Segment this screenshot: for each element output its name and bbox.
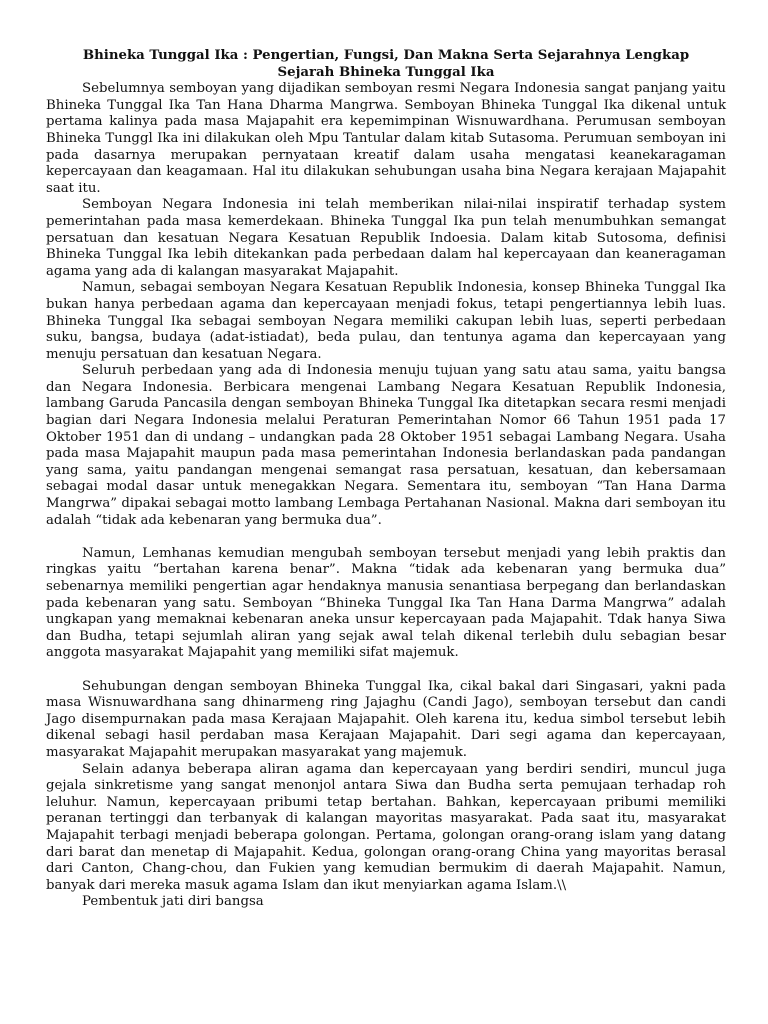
paragraph-6: Sehubungan dengan semboyan Bhineka Tunggal Ika, cikal bakal dari Singasari, yakni pada masa Wisnuwardhana sang dhinarmeng ring Jajaghu (Candi Jago), semboyan tersebut dan candi Jago disempurnakan pada masa Kerajaan Majapahit. Oleh karena itu, kedua simbol tersebut lebih dikenal sebagi hasil perdaban masa Kerajaan Majapahit. Dari segi agama dan kepercayaan, masyarakat Majapahit merupakan masyarakat yang majemuk. — [46, 678, 726, 760]
paragraph-1: Sebelumnya semboyan yang dijadikan semboyan resmi Negara Indonesia sangat panjang yaitu Bhineka Tunggal Ika Tan Hana Dharma Mangrwa. Semboyan Bhineka Tunggal Ika dikenal untuk pertama kalinya pada masa Majapahit era kepemimpinan Wisnuwardhana. Perumusan semboyan Bhineka Tunggl Ika ini dilakukan oleh Mpu Tantular dalam kitab Sutasoma. Perumuan semboyan ini pada dasarnya merupakan pernyataan kreatif dalam usaha mengatasi keanekaragaman kepercayaan dan keagamaan. Hal itu dilakukan sehubungan usaha bina Negara kerajaan Majapahit saat itu. — [46, 81, 726, 196]
paragraph-8: Pembentuk jati diri bangsa — [82, 894, 264, 910]
paragraph-2: Semboyan Negara Indonesia ini telah memberikan nilai-nilai inspiratif terhadap system pemerintahan pada masa kemerdekaan. Bhineka Tunggal Ika pun telah menumbuhkan semangat persatuan dan kesatuan Negara Kesatuan Republik Indoesia. Dalam kitab Sutosoma, definisi Bhineka Tunggal Ika lebih ditekankan pada perbedaan dalam hal kepercayaan dan keaneragaman agama yang ada di kalangan masyarakat Majapahit. — [46, 197, 726, 279]
paragraph-5: Namun, Lemhanas kemudian mengubah semboyan tersebut menjadi yang lebih praktis dan ringkas yaitu “bertahan karena benar”. Makna “tidak ada kebenaran yang bermuka dua” sebenarnya memiliki pengertian agar hendaknya manusia senantiasa berpegang dan berlandaskan pada kebenaran yang satu. Semboyan “Bhineka Tunggal Ika Tan Hana Darma Mangrwa” adalah ungkapan yang memaknai kebenaran aneka unsur kepercayaan pada Majapahit. Tdak hanya Siwa dan Budha, tetapi sejumlah aliran yang sejak awal telah dikenal terlebih dulu sebagian besar anggota masyarakat Majapahit yang memiliki sifat majemuk. — [46, 545, 726, 661]
document-title: Bhineka Tunggal Ika : Pengertian, Fungsi, Dan Makna Serta Sejarahnya Lengkap — [82, 48, 690, 63]
section-heading: Sejarah Bhineka Tunggal Ika — [277, 64, 495, 80]
paragraph-3: Namun, sebagai semboyan Negara Kesatuan Republik Indonesia, konsep Bhineka Tunggal Ika bukan hanya perbedaan agama dan kepercayaan menjadi fokus, tetapi pengertiannya lebih luas. Bhineka Tunggal Ika sebagai semboyan Negara memiliki cakupan lebih luas, seperti perbedaan suku, bangsa, budaya (adat-istiadat), beda pulau, dan tentunya agama dan kepercayaan yang menuju persatuan dan kesatuan Negara. — [46, 280, 726, 362]
paragraph-4: Seluruh perbedaan yang ada di Indonesia menuju tujuan yang satu atau sama, yaitu bangsa dan Negara Indonesia. Berbicara mengenai Lambang Negara Kesatuan Republik Indonesia, lambang Garuda Pancasila dengan semboyan Bhineka Tunggal Ika ditetapkan secara resmi menjadi bagian dari Negara Indonesia melalui Peraturan Pemerintahan Nomor 66 Tahun 1951 pada 17 Oktober 1951 dan di undang – undangkan pada 28 Oktober 1951 sebagai Lambang Negara. Usaha pada masa Majapahit maupun pada masa pemerintahan Indonesia berlandaskan pada pandangan yang sama, yaitu pandangan mengenai semangat rasa persatuan, kesatuan, dan kebersamaan sebagai modal dasar untuk menegakkan Negara. Sementara itu, semboyan “Tan Hana Darma Mangrwa” dipakai sebagai motto lambang Lembaga Pertahanan Nasional. Makna dari semboyan itu adalah “tidak ada kebenaran yang bermuka dua”. — [46, 363, 726, 528]
document-page — [46, 48, 726, 911]
paragraph-7: Selain adanya beberapa aliran agama dan kepercayaan yang berdiri sendiri, muncul juga gejala sinkretisme yang sangat menonjol antara Siwa dan Budha serta pemujaan terhadap roh leluhur. Namun, kepercayaan pribumi tetap bertahan. Bahkan, kepercayaan pribumi memiliki peranan tertinggi dan terbanyak di kalangan mayoritas masyarakat. Pada saat itu, masyarakat Majapahit terbagi menjadi beberapa golongan. Pertama, golongan orang-orang islam yang datang dari barat dan menetap di Majapahit. Kedua, golongan orang-orang China yang mayoritas berasal dari Canton, Chang-chou, dan Fukien yang kemudian bermukim di daerah Majapahit. Namun, banyak dari mereka masuk agama Islam dan ikut menyiarkan agama Islam.\\ — [46, 761, 726, 893]
